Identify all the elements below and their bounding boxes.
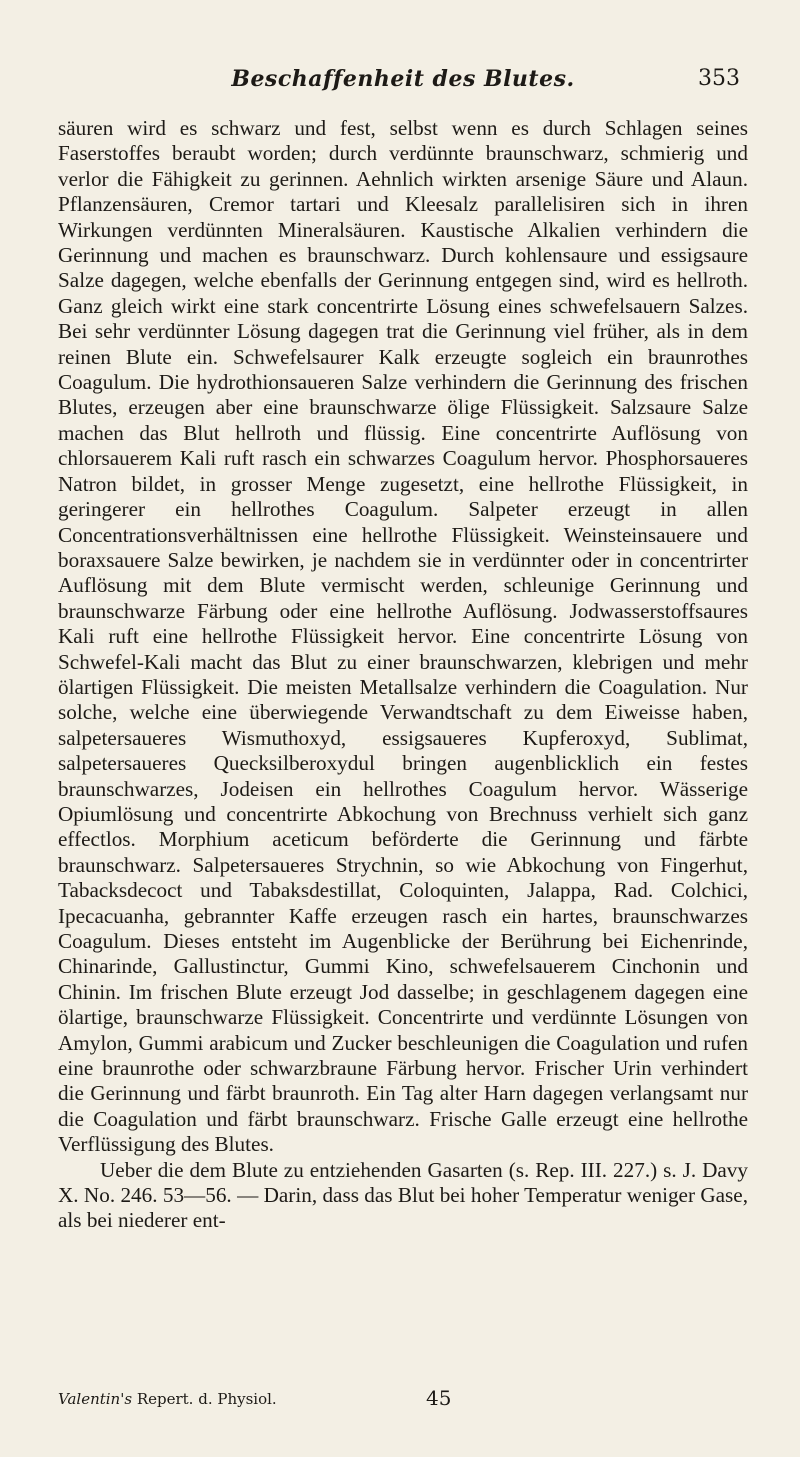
page-footer <box>58 1386 748 1416</box>
page-header <box>58 66 748 106</box>
paragraph-1: säuren wird es schwarz und fest, selbst wenn es durch Schlagen seines Faserstoffes beraubt worden; durch verdünnte braunschwarz, schmierig und verlor die Fähigkeit zu gerinnen. Aehnlich wirkten arsenige Säure und Alaun. Pflanzensäuren, Cremor tartari und Kleesalz parallelisiren sich in ihren Wirkungen verdünnten Mineralsäuren. Kaustische Alkalien verhindern die Gerinnung und machen es braunschwarz. Durch kohlensaure und essigsaure Salze dagegen, welche ebenfalls der Gerinnung entgegen sind, wird es hellroth. Ganz gleich wirkt eine stark concentrirte Lösung eines schwefelsauern Salzes. Bei sehr verdünnter Lösung dagegen trat die Gerinnung viel früher, als in dem reinen Blute ein. Schwefelsaurer Kalk erzeugte sogleich ein braunrothes Coagulum. Die hydrothionsaueren Salze verhindern die Gerinnung des frischen Blutes, erzeugen aber eine braunschwarze ölige Flüssigkeit. Salzsaure Salze machen das Blut hellroth und flüssig. Eine concentrirte Auflösung von chlorsauerem Kali ruft rasch ein schwarzes Coagulum hervor. Phosphorsaueres Natron bildet, in grosser Menge zugesetzt, eine hellrothe Flüssigkeit, in geringerer ein hellrothes Coagulum. Salpeter erzeugt in allen Concentrationsverhältnissen eine hellrothe Flüssigkeit. Weinsteinsauere und boraxsauere Salze bewirken, je nachdem sie in verdünnter oder in concentrirter Auflösung mit dem Blute vermischt werden, schleunige Gerinnung und braunschwarze Färbung oder eine hellrothe Auflösung. Jodwasserstoffsaures Kali ruft eine hellrothe Flüssigkeit hervor. Eine concentrirte Lösung von Schwefel-Kali macht das Blut zu einer braunschwarzen, klebrigen und mehr ölartigen Flüssigkeit. Die meisten Metallsalze verhindern die Coagulation. Nur solche, welche eine überwiegende Verwandtschaft zu dem Eiweisse haben, salpetersaueres Wismuthoxyd, essigsaueres Kupferoxyd, Sublimat, salpetersaueres Quecksilberoxydul bringen augenblicklich ein festes braunschwarzes, Jodeisen ein hellrothes Coagulum hervor. Wässerige Opiumlösung und concentrirte Abkochung von Brechnuss verhielt sich ganz effectlos. Morphium aceticum beförderte die Gerinnung und färbte braunschwarz. Salpetersaueres Strychnin, so wie Abkochung von Fingerhut, Tabacksdecoct und Tabaksdestillat, Coloquinten, Jalappa, Rad. Colchici, Ipecacuanha, gebrannter Kaffe erzeugen rasch ein hartes, braunschwarzes Coagulum. Dieses entsteht im Augenblicke der Berührung bei Eichenrinde, Chinarinde, Gallustinctur, Gummi Kino, schwefelsauerem Cinchonin und Chinin. Im frischen Blute erzeugt Jod dasselbe; in geschlagenem dagegen eine ölartige, braunschwarze Flüssigkeit. Concentrirte und verdünnte Lösungen von Amylon, Gummi arabicum und Zucker beschleunigen die Coagulation und rufen eine braunrothe oder schwarzbraune Färbung hervor. Frischer Urin verhindert die Gerinnung und färbt braunroth. Ein Tag alter Harn dagegen verlangsamt nur die Coagulation und färbt braunschwarz. Frische Galle erzeugt eine hellrothe Verflüssigung des Blutes. <box>58 116 748 1157</box>
footer-source-rest: Repert. d. Physiol. <box>136 1390 277 1408</box>
running-title: Beschaffenheit des Blutes. <box>231 66 575 92</box>
signature-mark: 45 <box>426 1386 452 1410</box>
paragraph-2: Ueber die dem Blute zu entziehenden Gasarten (s. Rep. III. 227.) s. J. Davy X. No. 246. 53—56. — Darin, dass das Blut bei hoher Temperatur weniger Gase, als bei niederer ent- <box>58 1157 748 1233</box>
footer-source <box>58 1390 277 1408</box>
footer-source-title: Valentin's <box>58 1390 133 1408</box>
page-number: 353 <box>698 66 740 91</box>
